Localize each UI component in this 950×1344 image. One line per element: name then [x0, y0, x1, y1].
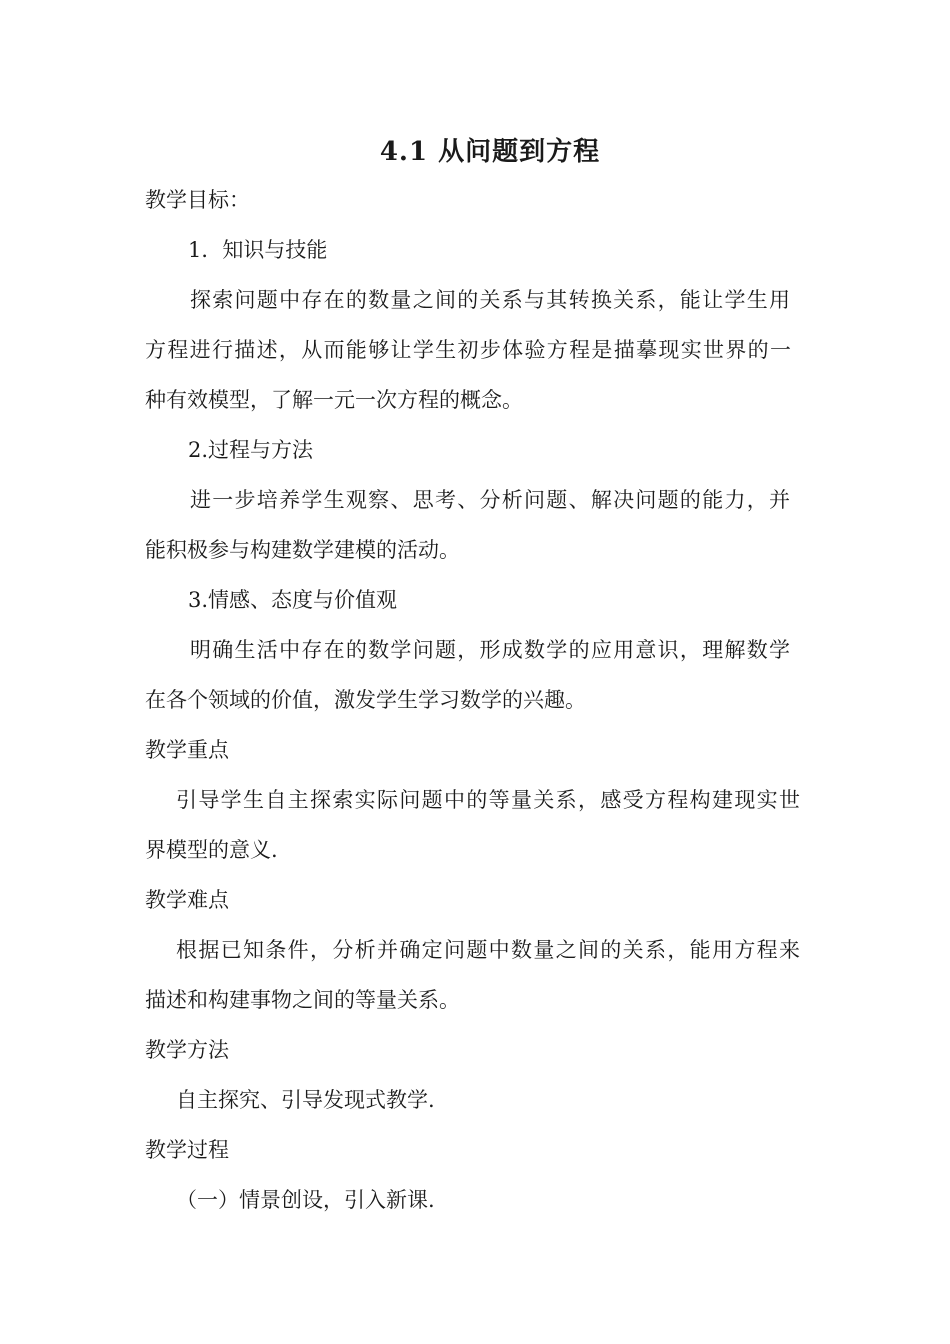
heading-teaching-goals: 教学目标： [145, 188, 250, 212]
heading-key-points: 教学重点 [145, 738, 229, 762]
paragraph-line: 引导学生自主探索实际问题中的等量关系，感受方程构建现实世 [176, 788, 800, 812]
subheading-knowledge-skills: 1．知识与技能 [188, 238, 328, 262]
page-title: 4.1 从问题到方程 [379, 137, 601, 167]
paragraph-line: 能积极参与构建数学建模的活动。 [145, 538, 460, 562]
paragraph-line: 进一步培养学生观察、思考、分析问题、解决问题的能力，并 [190, 488, 790, 512]
paragraph-line: 方程进行描述，从而能够让学生初步体验方程是描摹现实世界的一 [145, 338, 791, 362]
heading-teaching-process: 教学过程 [145, 1138, 229, 1162]
paragraph-line: 明确生活中存在的数学问题，形成数学的应用意识，理解数学 [190, 638, 790, 662]
subheading-process-method: 2.过程与方法 [188, 438, 314, 462]
paragraph-line: 种有效模型，了解一元一次方程的概念。 [145, 388, 523, 412]
heading-teaching-methods: 教学方法 [145, 1038, 229, 1062]
paragraph-line: 在各个领域的价值，激发学生学习数学的兴趣。 [145, 688, 586, 712]
heading-difficulties: 教学难点 [145, 888, 229, 912]
paragraph-line: 根据已知条件，分析并确定问题中数量之间的关系，能用方程来 [176, 938, 800, 962]
subheading-emotion-values: 3.情感、态度与价值观 [188, 588, 398, 612]
paragraph-line: 界模型的意义. [145, 838, 278, 862]
paragraph-line: 自主探究、引导发现式教学. [176, 1088, 435, 1112]
paragraph-line: 探索问题中存在的数量之间的关系与其转换关系，能让学生用 [190, 288, 790, 312]
paragraph-line: 描述和构建事物之间的等量关系。 [145, 988, 460, 1012]
section-intro: （一）情景创设，引入新课. [176, 1188, 435, 1212]
